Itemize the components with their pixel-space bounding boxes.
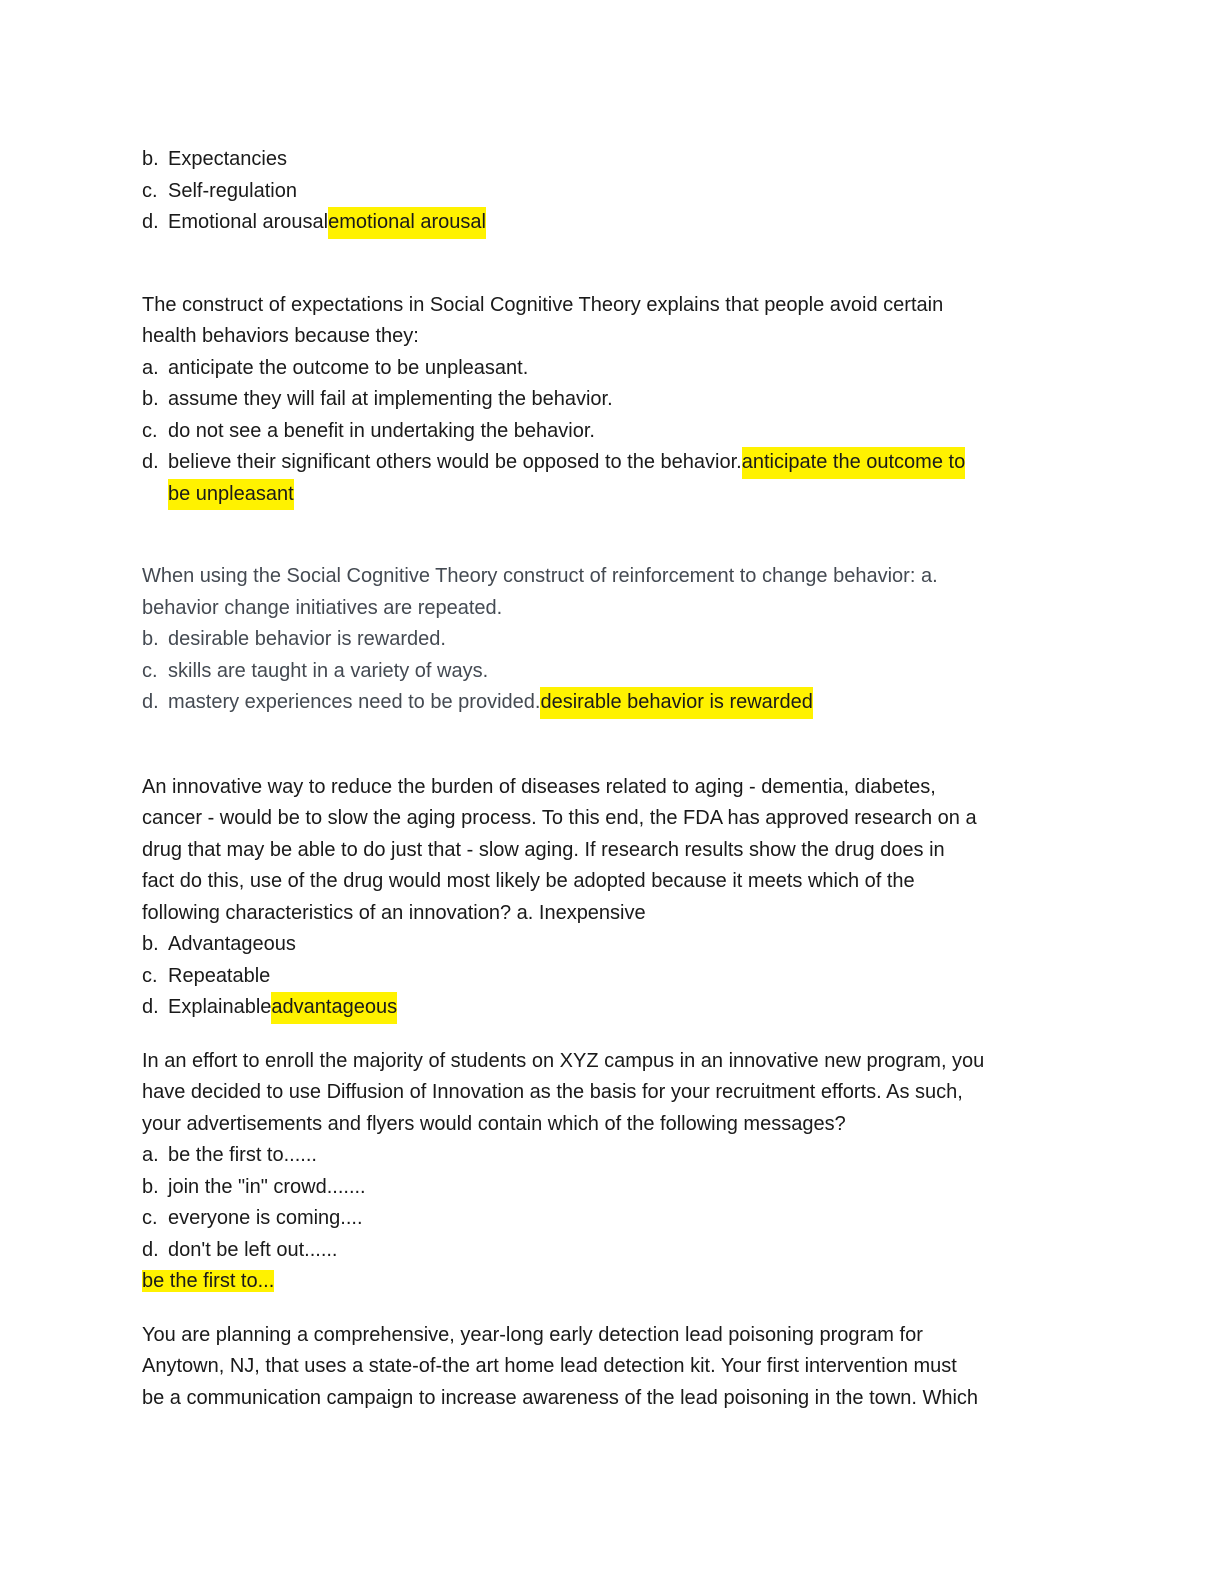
question-stem: be a communication campaign to increase awareness of the lead poisoning in the town. Which <box>142 1386 979 1409</box>
option-label: a. <box>142 1144 159 1166</box>
highlighted-answer: be the first to... <box>142 1270 275 1292</box>
option-text: everyone is coming.... <box>168 1207 363 1229</box>
option-text: assume they will fail at implementing the behavior. <box>168 388 613 410</box>
option-label: b. <box>142 148 159 170</box>
question-stem: health behaviors because they: <box>142 325 419 347</box>
option-label: d. <box>142 211 159 233</box>
option-text: Advantageous <box>168 933 296 955</box>
option-text: Expectancies <box>168 148 287 170</box>
option-d <box>142 207 1072 239</box>
document-page <box>142 144 1072 1414</box>
option-text: Emotional arousal <box>168 211 329 233</box>
question-3 <box>142 561 1072 719</box>
option-label: d. <box>142 691 159 713</box>
option-text: don't be left out...... <box>168 1238 338 1261</box>
option-text: mastery experiences need to be provided. <box>168 691 541 713</box>
option-c <box>142 656 1072 688</box>
question-5 <box>142 1046 1072 1298</box>
option-text: join the "in" crowd....... <box>168 1175 366 1198</box>
option-c <box>142 961 1072 993</box>
question-stem: An innovative way to reduce the burden of diseases related to aging - dementia, diabetes, <box>142 775 936 798</box>
question-stem: In an effort to enroll the majority of students on XYZ campus in an innovative new program, you <box>142 1049 985 1072</box>
option-d <box>142 1235 1072 1267</box>
option-label: c. <box>142 179 158 202</box>
option-d <box>142 447 1072 479</box>
option-text: Repeatable <box>168 964 271 987</box>
option-b <box>142 929 1072 961</box>
question-2 <box>142 290 1072 511</box>
question-stem: following characteristics of an innovation? a. Inexpensive <box>142 901 646 924</box>
option-c <box>142 416 1072 448</box>
option-label: b. <box>142 1175 159 1198</box>
option-text: believe their significant others would be opposed to the behavior. <box>168 451 742 473</box>
question-stem: behavior change initiatives are repeated. <box>142 596 503 619</box>
question-6 <box>142 1320 1072 1415</box>
option-label: c. <box>142 964 158 987</box>
option-d <box>142 992 1072 1024</box>
option-d <box>142 687 1072 719</box>
option-label: c. <box>142 659 158 682</box>
option-b <box>142 1172 1072 1204</box>
question-1 <box>142 144 1072 239</box>
option-a <box>142 353 1072 385</box>
question-stem: your advertisements and flyers would contain which of the following messages? <box>142 1112 846 1135</box>
option-d-continued <box>142 479 1072 511</box>
option-label: c. <box>142 419 158 442</box>
option-label: c. <box>142 1207 158 1229</box>
question-stem: cancer - would be to slow the aging process. To this end, the FDA has approved research on a <box>142 807 977 829</box>
highlighted-answer: anticipate the outcome to <box>742 447 965 479</box>
option-text: skills are taught in a variety of ways. <box>168 659 489 682</box>
highlighted-answer: be unpleasant <box>168 479 294 511</box>
question-stem: Anytown, NJ, that uses a state-of-the art home lead detection kit. Your first intervention must <box>142 1355 957 1377</box>
highlighted-answer: desirable behavior is rewarded <box>540 687 812 719</box>
option-label: b. <box>142 628 159 650</box>
option-label: d. <box>142 1238 159 1261</box>
question-stem: have decided to use Diffusion of Innovation as the basis for your recruitment efforts. As such, <box>142 1081 963 1103</box>
option-text: Self-regulation <box>168 179 297 202</box>
option-label: d. <box>142 451 159 473</box>
question-stem: fact do this, use of the drug would most likely be adopted because it meets which of the <box>142 870 915 892</box>
option-b <box>142 144 1072 176</box>
option-label: d. <box>142 996 159 1018</box>
question-stem: You are planning a comprehensive, year-long early detection lead poisoning program for <box>142 1323 923 1346</box>
option-b <box>142 624 1072 656</box>
question-4 <box>142 772 1072 1024</box>
option-label: a. <box>142 356 159 379</box>
option-text: desirable behavior is rewarded. <box>168 628 446 650</box>
option-text: Explainable <box>168 996 272 1018</box>
option-label: b. <box>142 933 159 955</box>
option-b <box>142 384 1072 416</box>
question-stem: drug that may be able to do just that - slow aging. If research results show the drug does in <box>142 838 945 861</box>
answer-line <box>142 1266 1072 1298</box>
option-c <box>142 176 1072 208</box>
question-stem: When using the Social Cognitive Theory construct of reinforcement to change behavior: a. <box>142 565 938 587</box>
option-text: do not see a benefit in undertaking the behavior. <box>168 419 595 442</box>
option-a <box>142 1140 1072 1172</box>
option-label: b. <box>142 388 159 410</box>
option-text: be the first to...... <box>168 1144 317 1166</box>
question-stem: The construct of expectations in Social Cognitive Theory explains that people avoid certain <box>142 293 944 316</box>
highlighted-answer: emotional arousal <box>328 207 486 239</box>
highlighted-answer: advantageous <box>271 992 397 1024</box>
option-text: anticipate the outcome to be unpleasant. <box>168 356 529 379</box>
option-c <box>142 1203 1072 1235</box>
